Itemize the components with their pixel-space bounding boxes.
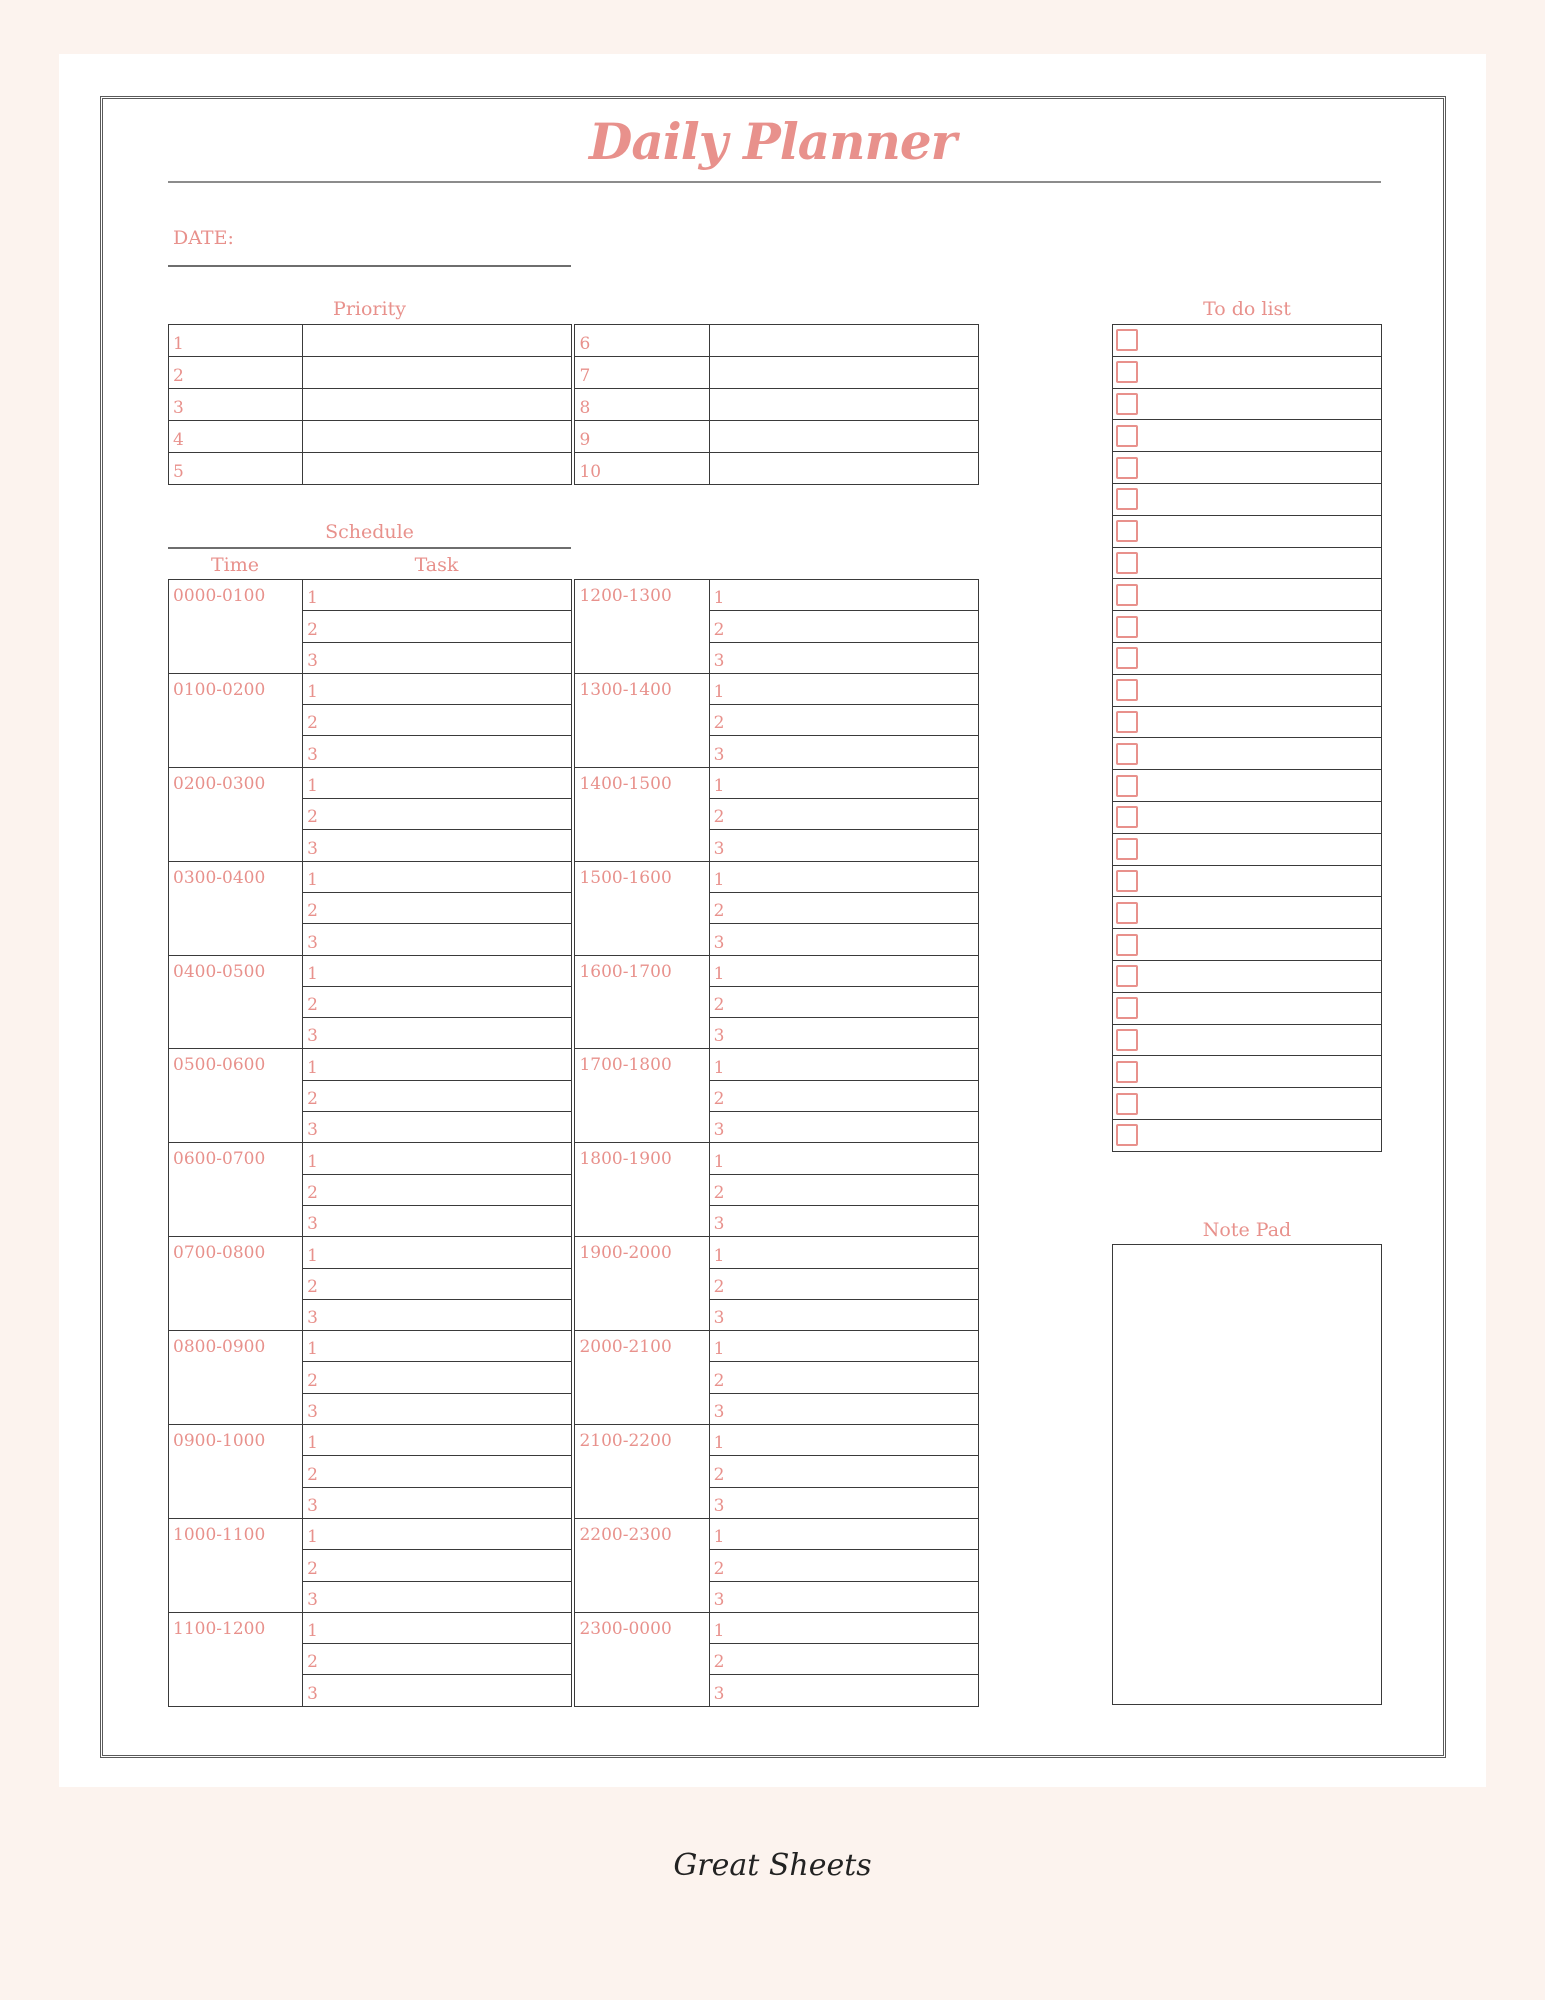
priority-table [168,324,979,485]
date-label: DATE: [173,227,234,249]
todo-entry[interactable] [1113,833,1382,865]
todo-entry[interactable] [1113,674,1382,706]
task-entry[interactable]: 3 [709,1581,978,1612]
todo-entry[interactable] [1113,420,1382,452]
task-entry[interactable]: 3 [709,642,978,673]
time-slot: 0500-0600 [169,1049,303,1143]
priority-row [169,325,979,357]
todo-entry[interactable] [1113,483,1382,515]
todo-item [1113,356,1382,388]
priority-number: 8 [575,389,709,421]
todo-item [1113,738,1382,770]
task-entry[interactable]: 1 [709,861,978,892]
time-slot: 0000-0100 [169,580,303,674]
task-column-header: Task [414,554,459,576]
checkbox-icon[interactable] [1116,902,1138,924]
footer-brand: Great Sheets [673,1848,872,1883]
title-divider [168,181,1381,183]
todo-item [1113,515,1382,547]
priority-entry[interactable] [709,325,978,357]
todo-entry[interactable] [1113,1056,1382,1088]
checkbox-icon[interactable] [1116,679,1138,701]
todo-item [1113,611,1382,643]
checkbox-icon[interactable] [1116,870,1138,892]
todo-entry[interactable] [1113,388,1382,420]
time-slot: 1500-1600 [575,861,709,955]
todo-entry[interactable] [1113,642,1382,674]
task-entry[interactable]: 1 [303,1612,572,1643]
todo-entry[interactable] [1113,515,1382,547]
time-column-header: Time [210,554,259,576]
task-entry[interactable]: 2 [303,1456,572,1487]
task-entry[interactable]: 1 [709,1237,978,1268]
task-entry[interactable]: 3 [709,924,978,955]
task-entry[interactable]: 2 [303,799,572,830]
schedule-heading: Schedule [325,521,414,543]
todo-entry[interactable] [1113,611,1382,643]
task-entry[interactable]: 2 [303,611,572,642]
todo-item [1113,547,1382,579]
priority-row [169,389,979,421]
checkbox-icon[interactable] [1116,361,1138,383]
task-entry[interactable]: 3 [709,1299,978,1330]
todo-entry[interactable] [1113,992,1382,1024]
task-entry[interactable]: 1 [709,1425,978,1456]
task-entry[interactable]: 1 [303,673,572,704]
todo-heading: To do list [1203,298,1291,320]
task-entry[interactable]: 1 [303,1143,572,1174]
priority-entry[interactable] [303,453,572,485]
task-entry[interactable]: 1 [303,1237,572,1268]
todo-item [1113,865,1382,897]
task-entry[interactable]: 1 [303,955,572,986]
task-entry[interactable]: 2 [709,892,978,923]
time-slot: 0800-0900 [169,1331,303,1425]
date-field[interactable] [168,265,571,267]
priority-row [169,453,979,485]
checkbox-icon[interactable] [1116,1124,1138,1146]
time-slot: 2000-2100 [575,1331,709,1425]
priority-number: 1 [169,325,303,357]
task-entry[interactable]: 3 [709,1487,978,1518]
checkbox-icon[interactable] [1116,1029,1138,1051]
todo-item [1113,770,1382,802]
todo-entry[interactable] [1113,706,1382,738]
time-slot: 1400-1500 [575,767,709,861]
task-entry[interactable]: 2 [709,986,978,1017]
priority-heading: Priority [333,298,406,320]
checkbox-icon[interactable] [1116,584,1138,606]
time-slot: 0600-0700 [169,1143,303,1237]
task-entry[interactable]: 3 [709,1018,978,1049]
task-entry[interactable]: 3 [709,1205,978,1236]
task-entry[interactable]: 2 [303,1268,572,1299]
checkbox-icon[interactable] [1116,838,1138,860]
priority-entry[interactable] [303,421,572,453]
todo-item [1113,420,1382,452]
task-entry[interactable]: 2 [303,1644,572,1675]
task-entry[interactable]: 1 [709,767,978,798]
task-entry[interactable]: 2 [709,611,978,642]
todo-item [1113,1056,1382,1088]
todo-item [1113,579,1382,611]
task-entry[interactable]: 3 [709,1393,978,1424]
todo-item [1113,325,1382,357]
task-entry[interactable]: 2 [709,1268,978,1299]
time-slot: 0900-1000 [169,1425,303,1519]
priority-number: 5 [169,453,303,485]
todo-entry[interactable] [1113,865,1382,897]
task-entry[interactable]: 3 [303,1393,572,1424]
todo-entry[interactable] [1113,356,1382,388]
todo-item [1113,674,1382,706]
task-entry[interactable]: 2 [709,1456,978,1487]
priority-entry[interactable] [709,389,978,421]
time-slot: 1700-1800 [575,1049,709,1143]
checkbox-icon[interactable] [1116,488,1138,510]
notepad-area[interactable] [1112,1244,1382,1705]
priority-number: 7 [575,357,709,389]
priority-number: 6 [575,325,709,357]
task-entry[interactable]: 2 [303,705,572,736]
time-slot: 1800-1900 [575,1143,709,1237]
todo-entry[interactable] [1113,325,1382,357]
todo-item [1113,483,1382,515]
priority-row [169,421,979,453]
notepad-heading: Note Pad [1202,1219,1292,1241]
checkbox-icon[interactable] [1116,934,1138,956]
todo-item [1113,642,1382,674]
checkbox-icon[interactable] [1116,393,1138,415]
time-slot: 1000-1100 [169,1518,303,1612]
schedule-row [169,580,979,611]
priority-entry[interactable] [709,357,978,389]
todo-item [1113,1024,1382,1056]
checkbox-icon[interactable] [1116,806,1138,828]
schedule-heading-rule [168,547,571,549]
task-entry[interactable]: 3 [709,736,978,767]
todo-item [1113,929,1382,961]
task-entry[interactable]: 3 [303,1675,572,1706]
checkbox-icon[interactable] [1116,997,1138,1019]
checkbox-icon[interactable] [1116,520,1138,542]
priority-entry[interactable] [709,421,978,453]
priority-entry[interactable] [303,357,572,389]
task-entry[interactable]: 1 [303,767,572,798]
time-slot: 0200-0300 [169,767,303,861]
checkbox-icon[interactable] [1116,457,1138,479]
task-entry[interactable]: 2 [709,1362,978,1393]
time-slot: 1900-2000 [575,1237,709,1331]
task-entry[interactable]: 1 [709,580,978,611]
task-entry[interactable]: 3 [303,1112,572,1143]
task-entry[interactable]: 2 [303,1550,572,1581]
todo-item [1113,1088,1382,1120]
time-slot: 2300-0000 [575,1612,709,1706]
checkbox-icon[interactable] [1116,1093,1138,1115]
task-entry[interactable]: 1 [709,1143,978,1174]
task-entry[interactable]: 2 [709,1174,978,1205]
todo-item [1113,452,1382,484]
todo-item [1113,706,1382,738]
priority-number: 2 [169,357,303,389]
task-entry[interactable]: 3 [303,1018,572,1049]
task-entry[interactable]: 2 [303,986,572,1017]
task-entry[interactable]: 2 [303,892,572,923]
task-entry[interactable]: 3 [303,924,572,955]
task-entry[interactable]: 1 [303,580,572,611]
todo-item [1113,833,1382,865]
checkbox-icon[interactable] [1116,711,1138,733]
priority-entry[interactable] [303,389,572,421]
checkbox-icon[interactable] [1116,552,1138,574]
checkbox-icon[interactable] [1116,1061,1138,1083]
task-entry[interactable]: 1 [709,1518,978,1549]
todo-entry[interactable] [1113,897,1382,929]
time-slot: 1200-1300 [575,580,709,674]
todo-entry[interactable] [1113,960,1382,992]
checkbox-icon[interactable] [1116,647,1138,669]
todo-entry[interactable] [1113,738,1382,770]
time-slot: 0700-0800 [169,1237,303,1331]
task-entry[interactable]: 1 [303,1049,572,1080]
todo-item [1113,992,1382,1024]
checkbox-icon[interactable] [1116,965,1138,987]
task-entry[interactable]: 3 [709,1112,978,1143]
task-entry[interactable]: 2 [709,799,978,830]
todo-entry[interactable] [1113,579,1382,611]
task-entry[interactable]: 2 [709,1644,978,1675]
todo-entry[interactable] [1113,1088,1382,1120]
todo-item [1113,897,1382,929]
time-slot: 1300-1400 [575,673,709,767]
task-entry[interactable]: 1 [709,673,978,704]
todo-entry[interactable] [1113,1024,1382,1056]
task-entry[interactable]: 1 [303,1331,572,1362]
task-entry[interactable]: 1 [303,1518,572,1549]
page-title: Daily Planner [588,112,957,171]
task-entry[interactable]: 3 [303,1299,572,1330]
task-entry[interactable]: 2 [303,1174,572,1205]
schedule-table [168,579,979,1707]
todo-item [1113,960,1382,992]
task-entry[interactable]: 2 [303,1080,572,1111]
task-entry[interactable]: 1 [709,1049,978,1080]
task-entry[interactable]: 3 [303,1581,572,1612]
todo-entry[interactable] [1113,770,1382,802]
task-entry[interactable]: 1 [303,861,572,892]
task-entry[interactable]: 1 [303,1425,572,1456]
todo-item [1113,388,1382,420]
checkbox-icon[interactable] [1116,616,1138,638]
task-entry[interactable]: 3 [303,1205,572,1236]
time-slot: 1100-1200 [169,1612,303,1706]
priority-number: 9 [575,421,709,453]
checkbox-icon[interactable] [1116,775,1138,797]
time-slot: 0400-0500 [169,955,303,1049]
task-entry[interactable]: 3 [709,1675,978,1706]
task-entry[interactable]: 3 [303,642,572,673]
time-slot: 0300-0400 [169,861,303,955]
time-slot: 2200-2300 [575,1518,709,1612]
priority-number: 4 [169,421,303,453]
task-entry[interactable]: 1 [709,1331,978,1362]
task-entry[interactable]: 3 [303,736,572,767]
priority-entry[interactable] [303,325,572,357]
task-entry[interactable]: 3 [709,830,978,861]
priority-number: 10 [575,453,709,485]
task-entry[interactable]: 3 [303,1487,572,1518]
todo-entry[interactable] [1113,929,1382,961]
task-entry[interactable]: 2 [709,705,978,736]
todo-list [1112,324,1382,1152]
task-entry[interactable]: 2 [303,1362,572,1393]
task-entry[interactable]: 1 [709,955,978,986]
task-entry[interactable]: 1 [709,1612,978,1643]
time-slot: 2100-2200 [575,1425,709,1519]
todo-entry[interactable] [1113,547,1382,579]
task-entry[interactable]: 2 [709,1080,978,1111]
todo-entry[interactable] [1113,452,1382,484]
time-slot: 0100-0200 [169,673,303,767]
todo-entry[interactable] [1113,801,1382,833]
priority-number: 3 [169,389,303,421]
checkbox-icon[interactable] [1116,329,1138,351]
priority-entry[interactable] [709,453,978,485]
task-entry[interactable]: 2 [709,1550,978,1581]
todo-entry[interactable] [1113,1119,1382,1151]
todo-item [1113,801,1382,833]
priority-row [169,357,979,389]
time-slot: 1600-1700 [575,955,709,1049]
todo-item [1113,1119,1382,1151]
checkbox-icon[interactable] [1116,425,1138,447]
task-entry[interactable]: 3 [303,830,572,861]
checkbox-icon[interactable] [1116,743,1138,765]
